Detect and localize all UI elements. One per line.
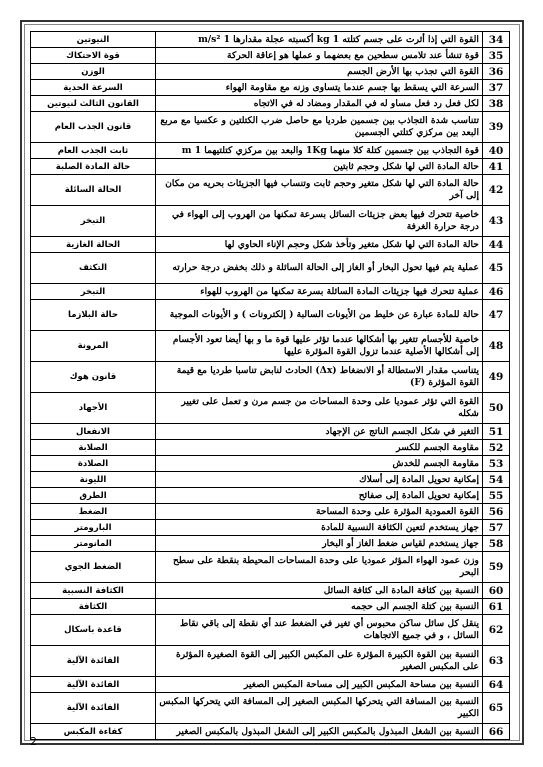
term-cell: الفائدة الآلية xyxy=(31,677,156,693)
row-number-cell: 45 xyxy=(483,253,510,284)
term-cell: الحالة السائلة xyxy=(31,175,156,206)
definition-cell: النسبة بين مساحة المكبس الكبير إلى مساحة المكبس الصغير xyxy=(156,677,483,693)
term-cell: الطرق xyxy=(31,488,156,504)
table-row xyxy=(31,300,510,331)
table-row xyxy=(31,159,510,175)
definition-cell: إمكانية تحويل المادة إلى أسلاك xyxy=(156,472,483,488)
table-row xyxy=(31,64,510,80)
term-cell: الوزن xyxy=(31,64,156,80)
definition-cell: القوة العمودية المؤثرة على وحدة المساحة xyxy=(156,504,483,520)
term-cell: التبخر xyxy=(31,206,156,237)
definition-cell: النسبة بين المسافة التي يتحركها المكبس الصغير إلى المسافة التي يتحركها المكبس الكبير xyxy=(156,693,483,724)
table-row xyxy=(31,646,510,677)
term-cell: الأجهاد xyxy=(31,393,156,424)
term-cell: التكثف xyxy=(31,253,156,284)
row-number-cell: 34 xyxy=(483,32,510,48)
terms-table xyxy=(30,31,510,740)
row-number-cell: 59 xyxy=(483,552,510,583)
table-row xyxy=(31,599,510,615)
definition-cell: النسبة بين الشغل المبذول بالمكبس الكبير إلى الشغل المبذول بالمكبس الصغير xyxy=(156,724,483,740)
table-row xyxy=(31,583,510,599)
definition-cell: يتناسب مقدار الاستطالة أو الانضغاط (Δx) الحادث لنابض تناسبا طرديا مع قيمة القوة المؤثرة (F) xyxy=(156,362,483,393)
term-cell: القانون الثالث لنيوتين xyxy=(31,96,156,112)
table-row xyxy=(31,693,510,724)
definition-cell: لكل فعل رد فعل مساو له في المقدار ومضاد له في الاتجاه xyxy=(156,96,483,112)
term-cell: المانومتر xyxy=(31,536,156,552)
definition-cell: القوة التي تجذب بها الأرض الجسم xyxy=(156,64,483,80)
row-number-cell: 51 xyxy=(483,424,510,440)
table-row xyxy=(31,112,510,143)
row-number-cell: 46 xyxy=(483,284,510,300)
table-row xyxy=(31,96,510,112)
term-cell: الفائدة الآلية xyxy=(31,646,156,677)
definition-cell: وزن عمود الهواء المؤثر عموديا على وحدة المساحات المحيطة بنقطة على سطح البحر xyxy=(156,552,483,583)
row-number-cell: 54 xyxy=(483,472,510,488)
table-row xyxy=(31,284,510,300)
table-row xyxy=(31,331,510,362)
row-number-cell: 41 xyxy=(483,159,510,175)
term-cell: حالة البلازما xyxy=(31,300,156,331)
table-row xyxy=(31,520,510,536)
term-cell: الكثافة النسبية xyxy=(31,583,156,599)
definition-cell: خاصية تتحرك فيها بعض جزيئات السائل بسرعة تمكنها من الهروب إلى الهواء في درجة حرارة الغرفة xyxy=(156,206,483,237)
row-number-cell: 35 xyxy=(483,48,510,64)
row-number-cell: 43 xyxy=(483,206,510,237)
row-number-cell: 52 xyxy=(483,440,510,456)
definition-cell: إمكانية تحويل المادة إلى صفائح xyxy=(156,488,483,504)
table-row xyxy=(31,724,510,740)
row-number-cell: 39 xyxy=(483,112,510,143)
term-cell: السرعة الحدية xyxy=(31,80,156,96)
table-row xyxy=(31,175,510,206)
term-cell: قانون هوك xyxy=(31,362,156,393)
term-cell: الحالة الغازية xyxy=(31,237,156,253)
table-row xyxy=(31,504,510,520)
definition-cell: النسبة بين القوة الكبيرة المؤثرة على المكبس الكبير إلى القوة الصغيرة المؤثرة على المكبس الصغير xyxy=(156,646,483,677)
term-cell: النيوتين xyxy=(31,32,156,48)
row-number-cell: 60 xyxy=(483,583,510,599)
definition-cell: مقاومة الجسم للكسر xyxy=(156,440,483,456)
row-number-cell: 58 xyxy=(483,536,510,552)
row-number-cell: 63 xyxy=(483,646,510,677)
page-number: 2 xyxy=(30,735,37,748)
row-number-cell: 65 xyxy=(483,693,510,724)
definition-cell: القوة التي تؤثر عموديا على وحدة المساحات من جسم مرن و تعمل على تغيير شكله xyxy=(156,393,483,424)
term-cell: البارومتر xyxy=(31,520,156,536)
term-cell: قانون الجذب العام xyxy=(31,112,156,143)
row-number-cell: 64 xyxy=(483,677,510,693)
definition-cell: عملية تتحرك فيها جزيئات المادة السائلة بسرعة تمكنها من الهروب للهواء xyxy=(156,284,483,300)
row-number-cell: 57 xyxy=(483,520,510,536)
row-number-cell: 44 xyxy=(483,237,510,253)
row-number-cell: 36 xyxy=(483,64,510,80)
definition-cell: مقاومة الجسم للخدش xyxy=(156,456,483,472)
term-cell: ثابت الجذب العام xyxy=(31,143,156,159)
term-cell: الضغط الجوي xyxy=(31,552,156,583)
definition-cell: التغير في شكل الجسم الناتج عن الإجهاد xyxy=(156,424,483,440)
definition-cell: النسبة بين كتلة الجسم الى حجمه xyxy=(156,599,483,615)
row-number-cell: 66 xyxy=(483,724,510,740)
row-number-cell: 53 xyxy=(483,456,510,472)
row-number-cell: 49 xyxy=(483,362,510,393)
table-row xyxy=(31,472,510,488)
definition-cell: عملية يتم فيها تحول البخار أو الغاز إلى الحالة السائلة و ذلك بخفض درجة حرارته xyxy=(156,253,483,284)
term-cell: الفائدة الآلية xyxy=(31,693,156,724)
table-row xyxy=(31,237,510,253)
definition-cell: جهاز يستخدم لتعين الكثافة النسبية للمادة xyxy=(156,520,483,536)
term-cell: حالة المادة الصلبة xyxy=(31,159,156,175)
row-number-cell: 38 xyxy=(483,96,510,112)
table-row xyxy=(31,80,510,96)
definition-cell: قوة تنشأ عند تلامس سطحين مع بعضهما و عملها هو إعاقة الحركة xyxy=(156,48,483,64)
definition-cell: جهاز يستخدم لقياس ضغط الغاز أو البخار xyxy=(156,536,483,552)
definition-cell: النسبة بين كثافة المادة الى كثافة السائل xyxy=(156,583,483,599)
table-row xyxy=(31,206,510,237)
term-cell: الضغط xyxy=(31,504,156,520)
table-row xyxy=(31,677,510,693)
definition-cell: السرعة التي يسقط بها جسم عندما يتساوى وزنه مع مقاومة الهواء xyxy=(156,80,483,96)
table-row xyxy=(31,362,510,393)
table-row xyxy=(31,536,510,552)
table-row xyxy=(31,143,510,159)
table-row xyxy=(31,456,510,472)
definition-cell: تتناسب شدة التجاذب بين جسمين طرديا مع حاصل ضرب الكتلتين و عكسيا مع مربع البعد بين مركزي كتلتي الجسمين xyxy=(156,112,483,143)
definition-cell: القوة التي إذا أثرت على جسم كتلته 1 kg أكسبته عجلة مقدارها 1 m/s² xyxy=(156,32,483,48)
definition-cell: حالة المادة التي لها شكل وحجم ثابتين xyxy=(156,159,483,175)
terms-table-body xyxy=(31,32,510,740)
term-cell: الانفعال xyxy=(31,424,156,440)
row-number-cell: 42 xyxy=(483,175,510,206)
table-row xyxy=(31,48,510,64)
term-cell: الصلادة xyxy=(31,456,156,472)
definition-cell: ينقل كل سائل ساكن محبوس أي تغير في الضغط عند أي نقطة إلى باقي نقاط السائل ، و في جميع الاتجاهات xyxy=(156,615,483,646)
definition-cell: حالة للمادة عبارة عن خليط من الأيونات السالبة ( إلكترونات ) و الأيونات الموجبة xyxy=(156,300,483,331)
table-row xyxy=(31,440,510,456)
row-number-cell: 61 xyxy=(483,599,510,615)
definition-cell: حالة المادة التي لها شكل متغير وتأخذ شكل وحجم الإناء الحاوي لها xyxy=(156,237,483,253)
table-row xyxy=(31,424,510,440)
row-number-cell: 55 xyxy=(483,488,510,504)
definition-cell: قوة التجاذب بين جسمين كتلة كلا منهما 1Kg والبعد بين مركزي كتلتيهما 1 m xyxy=(156,143,483,159)
definition-cell: حالة المادة التي لها شكل متغير وحجم ثابت وتنساب فيها الجزيئات بحريه من مكان إلى آخر xyxy=(156,175,483,206)
term-cell: قوة الاحتكاك xyxy=(31,48,156,64)
row-number-cell: 56 xyxy=(483,504,510,520)
row-number-cell: 37 xyxy=(483,80,510,96)
term-cell: المرونة xyxy=(31,331,156,362)
term-cell: الليونة xyxy=(31,472,156,488)
row-number-cell: 50 xyxy=(483,393,510,424)
term-cell: كفاءة المكبس xyxy=(31,724,156,740)
table-row xyxy=(31,393,510,424)
table-row xyxy=(31,552,510,583)
row-number-cell: 62 xyxy=(483,615,510,646)
row-number-cell: 40 xyxy=(483,143,510,159)
term-cell: قاعدة باسكال xyxy=(31,615,156,646)
row-number-cell: 48 xyxy=(483,331,510,362)
table-row xyxy=(31,253,510,284)
term-cell: الكثافة xyxy=(31,599,156,615)
definition-cell: خاصية للأجسام تتغير بها أشكالها عندما تؤثر عليها قوة ما و بها أيضا تعود الأجسام إلى أشكالها الأصلية عندما تزول القوة المؤثرة عليها xyxy=(156,331,483,362)
table-row xyxy=(31,615,510,646)
table-row xyxy=(31,488,510,504)
term-cell: الصلابة xyxy=(31,440,156,456)
term-cell: التبخر xyxy=(31,284,156,300)
row-number-cell: 47 xyxy=(483,300,510,331)
table-row xyxy=(31,32,510,48)
